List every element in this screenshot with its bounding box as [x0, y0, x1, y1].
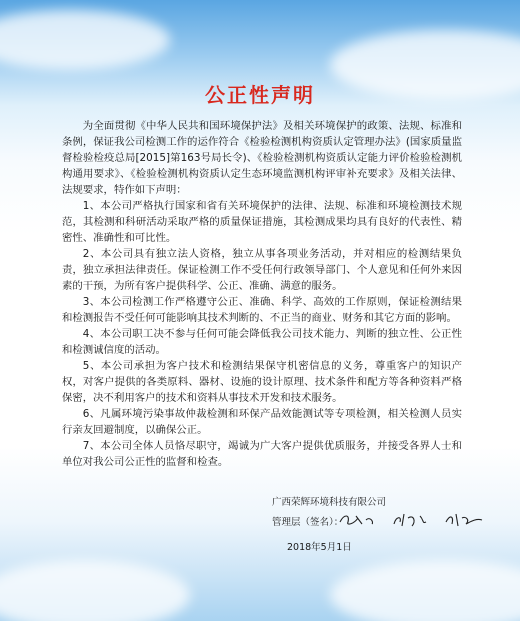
clause-7: 7、本公司全体人员恪尽职守，竭诚为广大客户提供优质服务，并接受各界人士和单位对我公司公正性的监督和检查。 [62, 440, 462, 468]
handwritten-signatures [336, 508, 496, 530]
clause-4: 4、本公司职工决不参与任何可能会降低我公司技术能力、判断的独立性、公正性和检测诚信度的活动。 [62, 328, 462, 356]
clause-5: 5、本公司承担为客户技术和检测结果保守机密信息的义务，尊重客户的知识产权，对客户提供的各类原料、器材、设施的设计原理、技术条件和配方等各种资料严格保密，决不利用客户的技术和资料从事技术开发和技术服务。 [62, 360, 462, 404]
page-title: 公正性声明 [205, 83, 315, 107]
clause-1: 1、本公司严格执行国家和省有关环境保护的法律、法规、标准和环境检测技术规范，其检测和科研活动采取严格的质量保证措施，其检测成果均具有良好的代表性、精密性、准确性和可比性。 [62, 200, 462, 244]
manager-signature-label: 管理层（签名）： [272, 517, 344, 528]
declaration-date: 2018年5月1日 [287, 542, 352, 553]
company-name: 广西荣辉环境科技有限公司 [272, 497, 387, 508]
declaration-body [62, 118, 462, 470]
intro-paragraph: 为全面贯彻《中华人民共和国环境保护法》及相关环境保护的政策、法规、标准和条例，保证我公司检测工作的运作符合《检验检测机构资质认定管理办法》(国家质量监督检验检疫总局[2015]第163号局长令)、《检验检测机构资质认定能力评价检验检测机构通用要求》、《检验检测机构资质认定生态环境监测机构评审补充要求》及相关法律、法规要求，特作如下声明： [62, 120, 462, 196]
clause-6: 6、凡属环境污染事故仲裁检测和环保产品效能测试等专项检测，相关检测人员实行亲友回避制度，以确保公正。 [62, 408, 462, 436]
clause-2: 2、本公司具有独立法人资格，独立从事各项业务活动，并对相应的检测结果负责，独立承担法律责任。保证检测工作不受任何行政领导部门、个人意见和任何外来因素的干预，为所有客户提供科学、公正、准确、满意的服务。 [62, 248, 462, 292]
clause-3: 3、本公司检测工作严格遵守公正、准确、科学、高效的工作原则，保证检测结果和检测报告不受任何可能影响其技术判断的、不正当的商业、财务和其它方面的影响。 [62, 296, 462, 324]
